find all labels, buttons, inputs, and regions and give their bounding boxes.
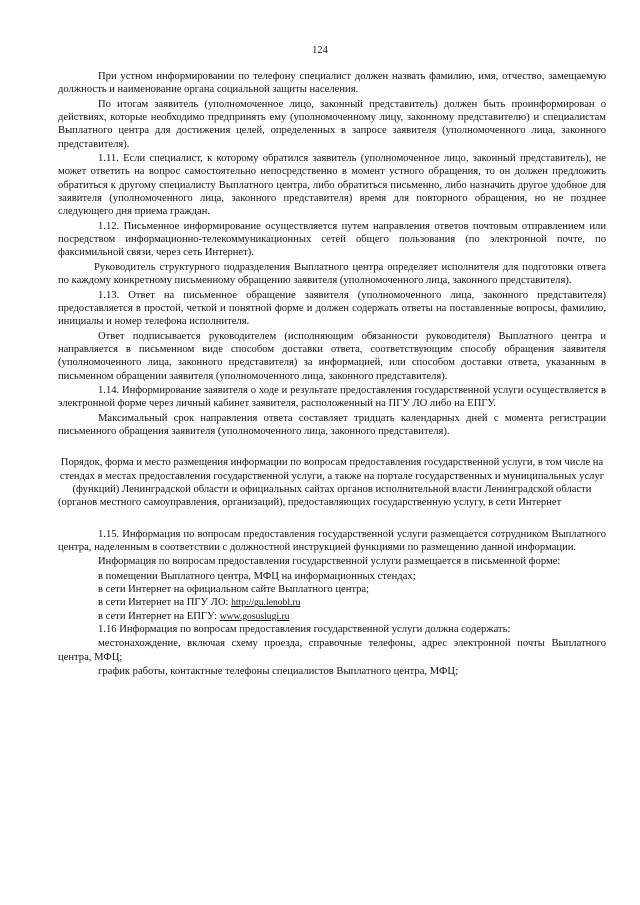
paragraph: Информация по вопросам предоставления государственной услуги размещается в письменной форме: [98,556,561,568]
paragraph: При устном информировании по телефону специалист должен назвать фамилию, имя, отчество, замещаемую должность и наименование органа социальной защиты населения. [58,71,606,96]
pgu-lo-link[interactable]: http://gu.lenobl.ru [231,597,301,609]
paragraph: 1.11. Если специалист, к которому обратился заявитель (уполномоченное лицо, законный представитель), не может ответить на вопрос самостоятельно непосредственно в момент устного обращения, то он должен предложить обратиться к другому специалисту Выплатного центра, либо обратиться письменно, либо назначить другое удобное для заявителя (уполномоченного лица, законного представителя) время для повторного обращения, но не позднее следующего дня приема граждан. [58,153,606,218]
paragraph: По итогам заявитель (уполномоченное лицо, законный представитель) должен быть проинформирован о действиях, которые необходимо предпринять ему (уполномоченному лицу, законному представителю) и специалистам Выплатного центра для достижения целей, определенных в запросе заявителя (уполномоченного лица, законного представителя). [58,98,606,150]
list-item [58,583,606,596]
list-item-text: в сети Интернет на официальном сайте Выплатного центра; [98,584,370,596]
paragraph: Ответ подписывается руководителем (исполняющим обязанности руководителя) Выплатного центра и направляется в письменном виде способом доставки ответа, соответствующим способу обращения заявителя (уполномоченного лица, законного представителя) за информацией, или способом доставки ответа, указанным в письменном обращении заявителя (уполномоченного лица, законного представителя). [58,330,606,382]
paragraph: Максимальный срок направления ответа составляет тридцать календарных дней с момента регистрации письменного обращения заявителя (уполномоченного лица, законного представителя). [58,412,606,437]
list-item [58,610,606,623]
paragraph: Руководитель структурного подразделения Выплатного центра определяет исполнителя для подготовки ответа по каждому конкретному письменному обращению заявителя (уполномоченного лица, законного представителя). [58,261,606,287]
paragraph: 1.14. Информирование заявителя о ходе и результате предоставления государственной услуги осуществляется в электронной форме через личный кабинет заявителя, расположенный на ПГУ ЛО либо на ЕПГУ. [58,384,606,410]
paragraph: 1.16 Информация по вопросам предоставления государственной услуги должна содержать: [98,624,511,636]
list-item [58,570,606,583]
section-heading: Порядок, форма и место размещения информации по вопросам предоставления государственной услуги, в том числе на стендах в местах предоставления государственной услуги, а также на портале государственных и муниципальных услуг (функций) Ленинградской области и официальных сайтах органов исполнительной власти Ленинградской области (органов местного самоуправления, организаций), предоставляющих государственную услугу, в сети Интернет [58,457,605,509]
document-body [58,70,606,679]
paragraph: 1.13. Ответ на письменное обращение заявителя (уполномоченного лица, законного представителя) предоставляется в простой, четкой и понятной форме и должен содержать ответы на поставленные вопросы, фамилию, инициалы и номер телефона исполнителя. [58,289,606,328]
list-item-text: в помещении Выплатного центра, МФЦ на информационных стендах; [98,570,416,582]
epgu-link[interactable]: www.gosuslugi.ru [219,610,290,622]
paragraph: график работы, контактные телефоны специалистов Выплатного центра, МФЦ; [98,666,458,678]
paragraph: 1.15. Информация по вопросам предоставления государственной услуги размещается сотрудником Выплатного центра, наделенным в соответствии с должностной инструкцией функциями по размещению данной информации. [58,528,606,553]
paragraph: местонахождение, включая схему проезда, справочные телефоны, адрес электронной почты Выплатного центра, МФЦ; [58,638,606,663]
list-item-text: в сети Интернет на ЕПГУ: [98,610,220,622]
list-item [58,596,606,609]
paragraph: 1.12. Письменное информирование осуществляется путем направления ответов почтовым отправлением или посредством информационно-телекоммуникационных сетей общего пользования (по электронной почте, по факсимильной связи, через сеть Интернет). [58,220,606,259]
list-item-text: в сети Интернет на ПГУ ЛО: [98,597,232,609]
page-number: 124 [312,45,328,56]
